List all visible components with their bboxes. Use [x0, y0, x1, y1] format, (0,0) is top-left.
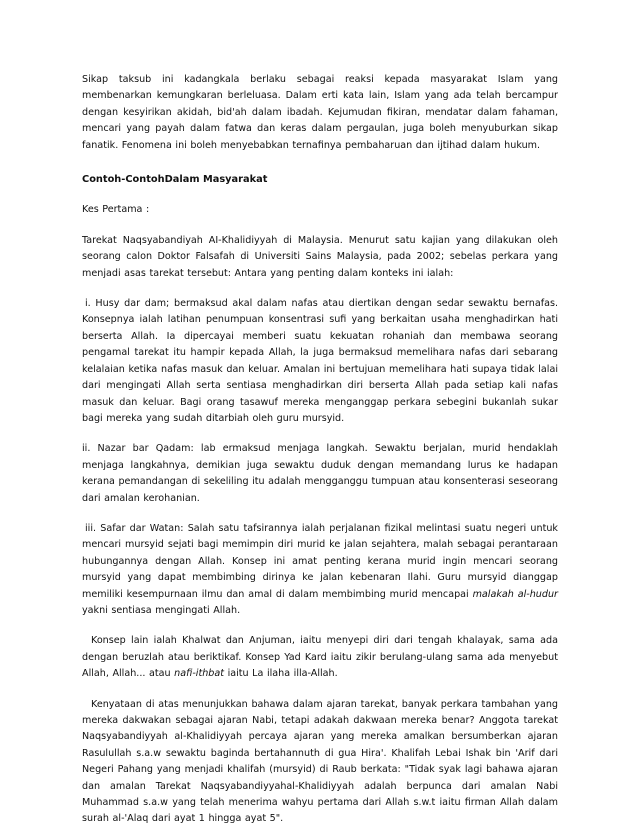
- intro-paragraph: Sikap taksub ini kadangkala berlaku sebagai reaksi kepada masyarakat Islam yang membenarkan kemungkaran berleluasa. Dalam erti kata lain, Islam yang ada telah bercampur dengan kesyirikan akidah, bid'ah dalam ibadah. Kejumudan fikiran, mendatar dalam fahaman, mencari yang payah dalam fatwa dan keras dalam pergaulan, juga boleh menyuburkan sikap fanatik. Fenomena ini boleh menyebabkan ternafinya pembaharuan dan ijtihad dalam hukum.: [82, 74, 558, 151]
- case-label: Kes Pertama :: [82, 204, 150, 216]
- point-3-emphasis: malakah al-hudur: [472, 588, 558, 600]
- case-intro-paragraph: Tarekat Naqsyabandiyah AI-Khalidiyyah di Malaysia. Menurut satu kajian yang dilakukan oleh seorang calon Doktor Falsafah di Universiti Sains Malaysia, pada 2002; sebelas perkara yang menjadi asas tarekat tersebut: Antara yang penting dalam konteks ini ialah:: [82, 234, 558, 279]
- point-husy-dar-dam: i. Husy dar dam; bermaksud akal dalam nafas atau diertikan dengan sedar sewaktu bernafas. Konsepnya ialah latihan penumpuan konsentrasi sufi yang berkaitan usaha menghadirkan hati berserta Allah. Ia dipercayai memberi suatu kekuatan rohaniah dan membawa seorang pengamal tarekat itu hampir kepada Allah, la juga bermaksud memelihara nafas dari sebarang kelalaian ketika nafas masuk dan keluar. Amalan ini bertujuan memelihara hati supaya tidak lalai dari mengingati Allah serta sentiasa menghadirkan diri berserta Allah pada setiap kali nafas masuk dan keluar. Bagi orang tasawuf mereka menganggap perkara sebegini bukanlah sukar bagi mereka yang sudah ditarbiah oleh guru mursyid.: [82, 298, 558, 424]
- paragraph-kenyataan: Kenyataan di atas menunjukkan bahawa dalam ajaran tarekat, banyak perkara tambahan yang mereka dakwakan sebagai ajaran Nabi, tetapi adakah dakwaan mereka benar? Anggota tarekat Naqsyabandiyyah al-Khalidiyyah percaya ajaran yang mereka amalkan bersumberkan ajaran Rasulullah s.a.w sewaktu baginda bertahannuth di gua Hira'. Khalifah Lebai Ishak bin 'Arif dari Negeri Pahang yang menjadi khalifah (mursyid) di Raub berkata: "Tidak syak lagi bahawa ajaran dan amalan Tarekat Naqsyabandiyyahal-Khalidiyyah adalah berpunca dari amalan Nabi Muhammad s.a.w yang telah menerima wahyu pertama dari Allah s.w.t iaitu firman Allah dalam surah al-'Alaq dari ayat 1 hingga ayat 5".: [82, 698, 558, 825]
- point-nazar-bar-qadam: ii. Nazar bar Qadam: lab ermaksud menjaga langkah. Sewaktu berjalan, murid hendaklah menjaga langkahnya, demikian juga sewaktu duduk dengan memandang lurus ke hadapan kerana pemandangan di sekeliling itu adalah mengganggu tumpuan atau konsenterasi seseorang dari amalan kerohanian.: [82, 443, 558, 504]
- point-3-text-end: yakni sentiasa mengingati Allah.: [82, 604, 241, 616]
- point-3-text: iii. Safar dar Watan: Salah satu tafsirannya ialah perjalanan fizikal melintasi suatu negeri untuk mencari mursyid sejati bagi memimpin diri murid ke jalan sejahtera, malah sebagai perantaraan hubungannya dengan Allah. Konsep ini amat penting kerana murid ingin mencari seorang mursyid yang dapat membimbing dirinya ke jalan kebenaran Ilahi. Guru mursyid dianggap memiliki kesempurnaan ilmu dan amal di dalam membimbing murid mencapai: [82, 522, 558, 600]
- khalwat-text: Konsep lain ialah Khalwat dan Anjuman, iaitu menyepi diri dari tengah khalayak, sama ada dengan beruzlah atau beriktikaf. Konsep Yad Kard iaitu zikir berulang-ulang sama ada menyebut Allah, Allah... atau: [82, 635, 558, 680]
- khalwat-emphasis: nafi-ithbat: [174, 668, 225, 680]
- paragraph-khalwat: [82, 633, 558, 682]
- document-page: [82, 72, 558, 828]
- khalwat-text-end: iaitu La ilaha illa-Allah.: [224, 668, 338, 680]
- section-heading: Contoh-ContohDalam Masyarakat: [82, 174, 268, 186]
- point-safar-dar-watan: [82, 521, 558, 619]
